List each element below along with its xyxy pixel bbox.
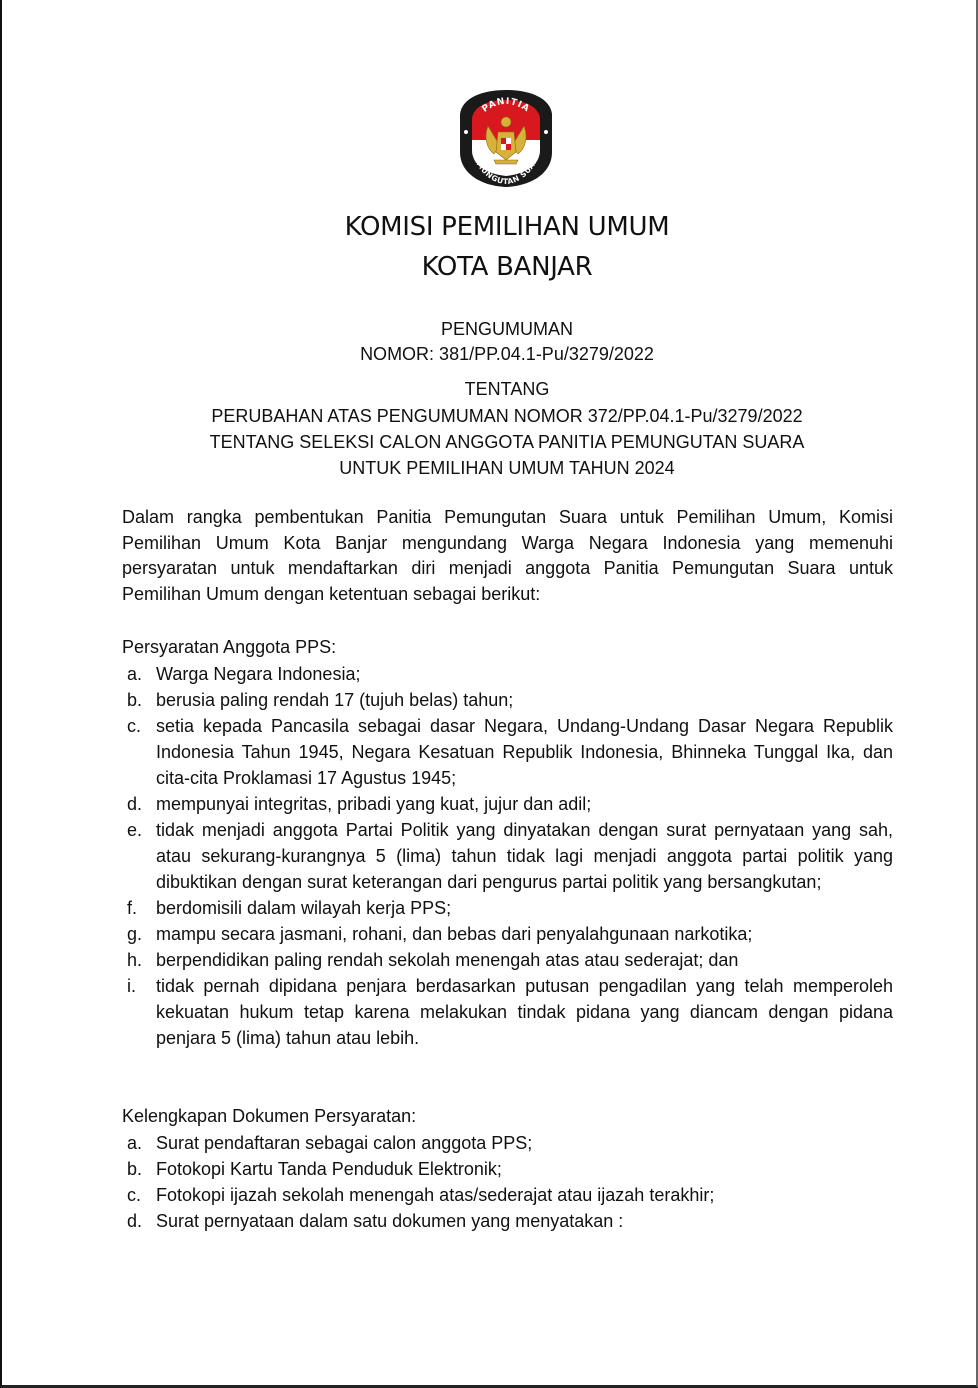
item-label: g. xyxy=(127,923,143,944)
item-text: Warga Negara Indonesia; xyxy=(156,663,361,684)
document-number: NOMOR: 381/PP.04.1-Pu/3279/2022 xyxy=(360,344,654,364)
item-text: tidak pernah dipidana penjara berdasarkan putusan pengadilan yang telah memperoleh kekuatan hukum tetap karena melakukan tindak pidana yang diancam dengan pidana penjara 5 (lima) tahun atau lebih. xyxy=(156,975,893,1048)
item-text: Surat pernyataan dalam satu dokumen yang menyatakan : xyxy=(156,1210,624,1231)
item-text: setia kepada Pancasila sebagai dasar Negara, Undang-Undang Dasar Negara Republik Indonesia Tahun 1945, Negara Kesatuan Republik Indonesia, Bhinneka Tunggal Ika, dan cita-cita Proklamasi 17 Agustus 1945; xyxy=(156,715,893,788)
item-label: a. xyxy=(127,1132,143,1153)
requirements-section xyxy=(122,635,893,1051)
document-item xyxy=(122,1182,893,1208)
requirement-item xyxy=(122,895,893,921)
intro-paragraph: Dalam rangka pembentukan Panitia Pemungutan Suara untuk Pemilihan Umum, Komisi Pemilihan Umum Kota Banjar mengundang Warga Negara Indonesia yang memenuhi persyaratan untuk mendaftarkan diri menjadi anggota Panitia Pemungutan Suara untuk Pemilihan Umum dengan ketentuan sebagai berikut: xyxy=(122,507,893,605)
item-label: b. xyxy=(127,1158,143,1179)
document-item xyxy=(122,1208,893,1234)
item-label: i. xyxy=(127,975,136,996)
emblem-icon xyxy=(458,88,554,188)
item-text: tidak menjadi anggota Partai Politik yang dinyatakan dengan surat pernyataan yang sah, atau sekurang-kurangnya 5 (lima) tahun tidak lagi menjadi anggota partai politik yang dibuktikan dengan surat keterangan dari pengurus partai politik yang bersangkutan; xyxy=(156,819,893,892)
requirement-item xyxy=(122,661,893,687)
item-label: e. xyxy=(127,819,143,840)
subject-line-3: UNTUK PEMILIHAN UMUM TAHUN 2024 xyxy=(339,458,675,478)
item-text: Fotokopi ijazah sekolah menengah atas/sederajat atau ijazah terakhir; xyxy=(156,1184,715,1205)
subject-line-1: PERUBAHAN ATAS PENGUMUMAN NOMOR 372/PP.04.1-Pu/3279/2022 xyxy=(211,406,803,426)
documents-section xyxy=(122,1104,893,1234)
item-label: c. xyxy=(127,715,142,736)
item-text: mampu secara jasmani, rohani, dan bebas dari penyalahgunaan narkotika; xyxy=(156,923,753,944)
item-text: berdomisili dalam wilayah kerja PPS; xyxy=(156,897,452,918)
panitia-pemungutan-suara-logo xyxy=(458,88,554,188)
requirement-item xyxy=(122,791,893,817)
item-label: c. xyxy=(127,1184,142,1205)
requirement-item xyxy=(122,947,893,973)
requirement-item xyxy=(122,687,893,713)
documents-title: Kelengkapan Dokumen Persyaratan: xyxy=(122,1106,417,1126)
document-item xyxy=(122,1156,893,1182)
organization-name: KOMISI PEMILIHAN UMUM xyxy=(344,212,670,242)
requirement-item xyxy=(122,921,893,947)
item-text: Surat pendaftaran sebagai calon anggota PPS; xyxy=(156,1132,533,1153)
svg-text:PEMUNGUTAN SUARA: PEMUNGUTAN SUARA xyxy=(470,150,542,187)
subject-line-2: TENTANG SELEKSI CALON ANGGOTA PANITIA PEMUNGUTAN SUARA xyxy=(209,432,805,452)
item-text: Fotokopi Kartu Tanda Penduduk Elektronik; xyxy=(156,1158,502,1179)
item-label: d. xyxy=(127,793,143,814)
item-text: mempunyai integritas, pribadi yang kuat, jujur dan adil; xyxy=(156,793,592,814)
item-label: f. xyxy=(127,897,138,918)
requirement-item xyxy=(122,817,893,895)
svg-text:PANITIA: PANITIA xyxy=(480,96,532,115)
requirements-title: Persyaratan Anggota PPS: xyxy=(122,637,337,657)
document-item xyxy=(122,1130,893,1156)
item-label: a. xyxy=(127,663,143,684)
item-label: h. xyxy=(127,949,143,970)
requirement-item xyxy=(122,713,893,791)
organization-city: KOTA BANJAR xyxy=(421,252,593,282)
about-label: TENTANG xyxy=(464,379,550,399)
document-type: PENGUMUMAN xyxy=(440,319,573,339)
item-text: berpendidikan paling rendah sekolah menengah atas atau sederajat; dan xyxy=(156,949,739,970)
item-label: b. xyxy=(127,689,143,710)
item-text: berusia paling rendah 17 (tujuh belas) tahun; xyxy=(156,689,514,710)
item-label: d. xyxy=(127,1210,143,1231)
requirement-item xyxy=(122,973,893,1051)
